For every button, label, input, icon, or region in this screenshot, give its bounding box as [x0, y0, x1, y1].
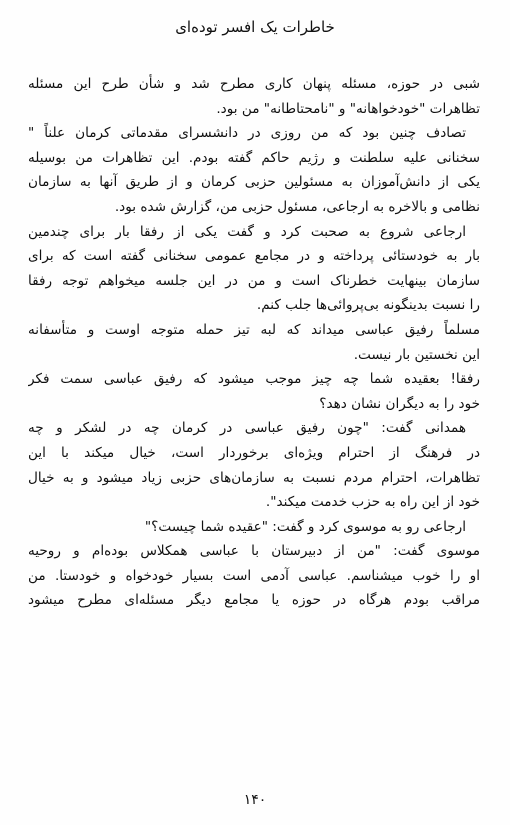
text-line: موسوی گفت: "من از دبیرستان با عباسی همکلاس بوده‌ام و روحیه [28, 543, 480, 560]
text-line: بار به خودستائی پرداخته و در مجامع عمومی سخنانی گفته است که برای [28, 248, 480, 265]
text-line: خود از این راه به حزب خدمت میکند". [265, 494, 480, 511]
text-line: را نسبت بدینگونه بی‌پروائی‌ها جلب کنم. [256, 297, 480, 314]
page-number: ۱۴۰ [243, 792, 267, 808]
text-line: سخنانی علیه سلطنت و رژیم حاکم گفته بودم. این تظاهرات من بوسیله [28, 149, 480, 166]
text-line: مسلماً رفیق عباسی میداند که لبه تیز حمله متوجه اوست و متأسفانه [28, 321, 480, 338]
text-line: رفقا! بعقیده شما چه چیز موجب میشود که رفیق عباسی سمت فکر [28, 371, 480, 388]
text-line: در فرهنگ از احترام ویژه‌ای برخوردار است، خیال میکند با این [28, 444, 480, 461]
text-line: یکی از دانش‌آموزان به مسئولین حزبی کرمان و از طریق آنها به سازمان [28, 174, 480, 191]
running-title: خاطرات یک افسر توده‌ای [175, 18, 335, 36]
text-line: او را خوب میشناسم. عباسی آدمی است بسیار خودخواه و خودستا. من [28, 567, 480, 584]
text-line: مراقب بودم هرگاه در حوزه یا مجامع دیگر مسئله‌ای مطرح میشود [28, 592, 480, 609]
text-line: خود را به دیگران نشان دهد؟ [319, 395, 480, 412]
text-line: نظامی و بالاخره به ارجاعی، مسئول حزبی من، گزارش شده بود. [114, 198, 480, 215]
text-line: این نخستین بار نیست. [353, 346, 480, 363]
text-line: ارجاعی شروع به صحبت کرد و گفت یکی از رفقا بار برای چندمین [28, 223, 466, 240]
text-line: تظاهرات، احترام مردم نسبت به سازمان‌های حزبی زیاد میشود و به خیال [28, 469, 480, 486]
text-line: تصادف چنین بود که من روزی در دانشسرای مقدماتی کرمان علناً " [28, 125, 466, 142]
text-line: شبی در حوزه، مسئله پنهان کاری مطرح شد و شأن طرح این مسئله [28, 76, 480, 92]
text-line: همدانی گفت: "چون رفیق عباسی در کرمان چه در لشکر و چه [28, 420, 466, 437]
text-line: ارجاعی رو به موسوی کرد و گفت: "عقیده شما چیست؟" [144, 518, 466, 535]
text-line: تظاهرات "خودخواهانه" و "نامحتاطانه" من بود. [216, 100, 480, 117]
body-text [28, 72, 480, 613]
text-line: سازمان بینهایت خطرناک است و من در این جلسه میخواهم توجه رفقا [28, 272, 480, 289]
